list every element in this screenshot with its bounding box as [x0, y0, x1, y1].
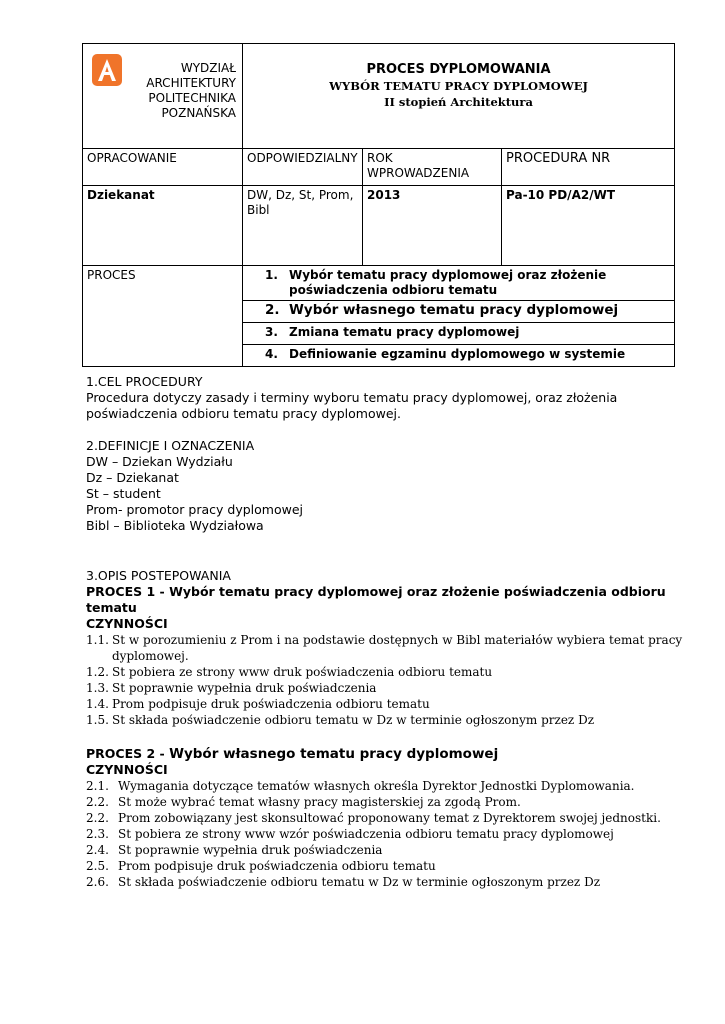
item-text: St pobiera ze strony www druk poświadczenia odbioru tematu: [112, 665, 493, 679]
item-number: 1.2.: [86, 665, 109, 679]
institution-line: POLITECHNIKA: [148, 91, 236, 105]
item-number: 2.3.: [86, 827, 109, 841]
section-goal: [86, 374, 666, 422]
item-text: St może wybrać temat własny pracy magisterskiej za zgodą Prom.: [118, 795, 521, 809]
item-number: 2.4.: [86, 843, 109, 857]
definition-line: St – student: [86, 486, 161, 501]
process-text: Definiowanie egzaminu dyplomowego w systemie: [289, 347, 626, 361]
process-row: [243, 266, 675, 301]
item-number: 2.1.: [86, 779, 109, 793]
item-text: Prom zobowiązany jest skonsultować proponowany temat z Dyrektorem swojej jednostki.: [118, 811, 661, 825]
procedure-header-table: [82, 43, 675, 367]
process-number: 2.: [265, 302, 280, 318]
activities-heading: CZYNNOŚCI: [86, 616, 168, 631]
document-subtitle: WYBÓR TEMATU PRACY DYPLOMOWEJ: [329, 79, 588, 93]
item-number: 1.4.: [86, 697, 109, 711]
prepared-value: Dziekanat: [83, 186, 243, 266]
process-number: 4.: [265, 347, 278, 361]
process-text: Zmiana tematu pracy dyplomowej: [289, 325, 520, 339]
item-text: Prom podpisuje druk poświadczenia odbioru tematu: [112, 697, 430, 711]
section-heading: 2.DEFINICJE I OZNACZENIA: [86, 438, 255, 453]
item-text: St w porozumieniu z Prom i na podstawie dostępnych w Bibl materiałów wybiera temat pracy: [112, 633, 683, 647]
process2-title: [86, 746, 666, 762]
item-text: St składa poświadczenie odbioru tematu w Dz w terminie ogłoszonym przez Dz: [118, 875, 601, 889]
paragraph-line: Procedura dotyczy zasady i terminy wyboru tematu pracy dyplomowej, oraz złożenia: [86, 390, 618, 405]
item-number: 2.6.: [86, 875, 109, 889]
list-item: [86, 810, 666, 826]
responsible-value: DW, Dz, St, Prom, Bibl: [243, 186, 363, 266]
item-number: 1.3.: [86, 681, 109, 695]
process-label: PROCES: [83, 266, 243, 367]
item-text: St poprawnie wypełnia druk poświadczenia: [118, 843, 383, 857]
col-procedure-label: PROCEDURA NR: [502, 149, 675, 186]
section-heading: 1.CEL PROCEDURY: [86, 374, 203, 389]
institution-line: ARCHITEKTURY: [146, 76, 236, 90]
list-item: [86, 664, 666, 680]
col-responsible-label: ODPOWIEDZIALNY: [243, 149, 363, 186]
process-text: Wybór tematu pracy dyplomowej oraz złożenie poświadczenia odbioru tematu: [289, 268, 607, 297]
institution-line: WYDZIAŁ: [180, 61, 236, 75]
definition-line: Dz – Dziekanat: [86, 470, 179, 485]
item-text: Prom podpisuje druk poświadczenia odbioru tematu: [118, 859, 436, 873]
list-item: [86, 696, 666, 712]
list-item: [86, 826, 666, 842]
process-text: Wybór własnego tematu pracy dyplomowej: [289, 302, 619, 318]
item-text: St poprawnie wypełnia druk poświadczenia: [112, 681, 377, 695]
item-number: 1.5.: [86, 713, 109, 727]
process-row: [243, 301, 675, 323]
item-number: 2.2.: [86, 811, 109, 825]
list-item: [86, 680, 666, 696]
item-text: Wymagania dotyczące tematów własnych określa Dyrektor Jednostki Dyplomowania.: [118, 779, 635, 793]
institution-line: POZNAŃSKA: [161, 106, 236, 120]
list-item: [86, 874, 666, 890]
process2-title-text: Wybór własnego tematu pracy dyplomowej: [169, 746, 499, 762]
item-text: St składa poświadczenie odbioru tematu w Dz w terminie ogłoszonym przez Dz: [112, 713, 595, 727]
col-year-label: ROK WPROWADZENIA: [363, 149, 502, 186]
activities-heading: CZYNNOŚCI: [86, 762, 168, 777]
list-item: [86, 858, 666, 874]
definition-line: DW – Dziekan Wydziału: [86, 454, 233, 469]
list-item: [86, 712, 666, 728]
document-title: PROCES DYPLOMOWANIA: [366, 62, 551, 77]
definition-line: Prom- promotor pracy dyplomowej: [86, 502, 303, 517]
col-prepared-label: OPRACOWANIE: [83, 149, 243, 186]
title-cell: [243, 44, 675, 149]
item-text-cont: dyplomowej.: [112, 649, 189, 663]
process-row: [243, 345, 675, 367]
definition-line: Bibl – Biblioteka Wydziałowa: [86, 518, 264, 533]
procedure-value: Pa-10 PD/A2/WT: [502, 186, 675, 266]
section-heading: 3.OPIS POSTEPOWANIA: [86, 568, 231, 583]
item-number: 2.5.: [86, 859, 109, 873]
paragraph-line: poświadczenia odbioru tematu pracy dyplomowej.: [86, 406, 401, 421]
list-item: [86, 794, 666, 810]
process-number: 3.: [265, 325, 278, 339]
institution-name: [146, 61, 236, 121]
year-value: 2013: [363, 186, 502, 266]
process1-title-cont: tematu: [86, 600, 137, 615]
item-text: St pobiera ze strony www wzór poświadczenia odbioru tematu pracy dyplomowej: [118, 827, 614, 841]
faculty-logo: [92, 54, 122, 86]
list-item: [86, 778, 666, 794]
process-number: 1.: [265, 268, 278, 282]
process-row: [243, 323, 675, 345]
item-number: 2.2.: [86, 795, 109, 809]
process2-list: [86, 778, 666, 890]
section-process2: [86, 746, 666, 890]
section-definitions: [86, 438, 666, 534]
process2-prefix: PROCES 2 -: [86, 746, 170, 761]
item-number: 1.1.: [86, 633, 109, 647]
section-description: [86, 568, 683, 728]
document-subtitle-2: II stopień Architektura: [384, 95, 533, 109]
process1-title: PROCES 1 - Wybór tematu pracy dyplomowej oraz złożenie poświadczenia odbioru: [86, 584, 666, 599]
list-item: [86, 842, 666, 858]
process1-list: [86, 632, 683, 728]
list-item: [86, 632, 683, 648]
institution-cell: [83, 44, 243, 149]
